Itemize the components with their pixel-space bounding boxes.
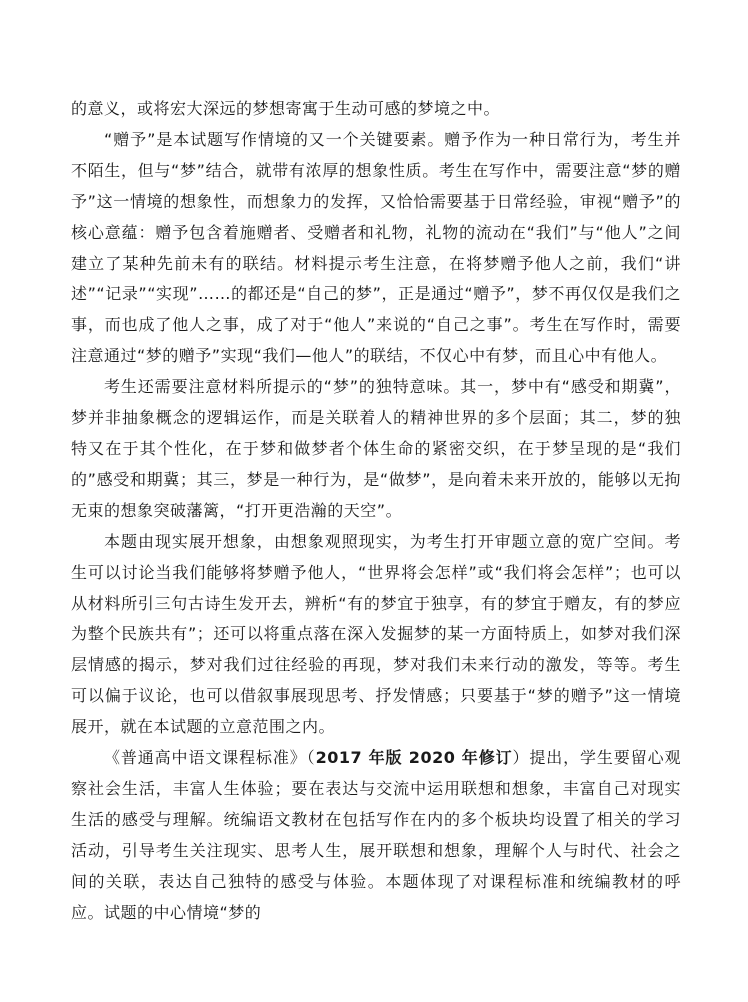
curriculum-edition-year: 2017 年版 2020 年修订 [315, 748, 513, 768]
paragraph-dream-meaning: 考生还需要注意材料所提示的“梦”的独特意味。其一，梦中有“感受和期冀”，梦并非抽象概念的逻辑运作，而是关联着人的精神世界的多个层面；其二，梦的独特又在于其个性化，在于梦和做梦者个体生命的紧密交织，在于梦呈现的是“我们的”感受和期冀；其三，梦是一种行为，是“做梦”，是向着未来开放的，能够以无拘无束的想象突破藩篱，“打开更浩瀚的天空”。 [71, 377, 681, 520]
paragraph-gift-element: “赠予”是本试题写作情境的又一个关键要素。赠予作为一种日常行为，考生并不陌生，但与“梦”结合，就带有浓厚的想象性质。考生在写作中，需要注意“梦的赠予”这一情境的想象性，而想象力的发挥，又恰恰需要基于日常经验，审视“赠予”的核心意蕴：赠予包含着施赠者、受赠者和礼物，礼物的流动在“我们”与“他人”之间建立了某种先前未有的联结。材料提示考生注意，在将梦赠予他人之前，我们“讲述”“记录”“实现”……的都还是“自己的梦”，正是通过“赠予”，梦不再仅仅是我们之事，而也成了他人之事，成了对于“他人”来说的“自己之事”。考生在写作时，需要注意通过“梦的赠予”实现“我们—他人”的联结，不仅心中有梦，而且心中有他人。 [71, 129, 681, 366]
curriculum-text-pre: 《普通高中语文课程标准》（ [104, 748, 316, 768]
paragraph-continuation: 的意义，或将宏大深远的梦想寄寓于生动可感的梦境之中。 [71, 99, 501, 118]
curriculum-text-post: ）提出，学生要留心观察社会生活，丰富人生体验；要在表达与交流中运用联想和想象，丰富自己对现实生活的感受与理解。统编语文教材在包括写作在内的多个板块均设置了相关的学习活动，引导考生关注现实、思考人生，展开联想和想象，理解个人与时代、社会之间的关联，表达自己独特的感受与体验。本题体现了对课程标准和统编教材的呼应。试题的中心情境“梦的 [71, 748, 681, 922]
paragraph-curriculum-standard [71, 743, 681, 928]
document-body [71, 94, 681, 928]
paragraph-imagination-reality: 本题由现实展开想象，由想象观照现实，为考生打开审题立意的宽广空间。考生可以讨论当我们能够将梦赠予他人，“世界将会怎样”或“我们将会怎样”；也可以从材料所引三句古诗生发开去，辨析“有的梦宜于独享，有的梦宜于赠友，有的梦应为整个民族共有”；还可以将重点落在深入发掘梦的某一方面特质上，如梦对我们深层情感的揭示，梦对我们过往经验的再现，梦对我们未来行动的激发，等等。考生可以偏于议论，也可以借叙事展现思考、抒发情感；只要基于“梦的赠予”这一情境展开，就在本试题的立意范围之内。 [71, 531, 681, 737]
